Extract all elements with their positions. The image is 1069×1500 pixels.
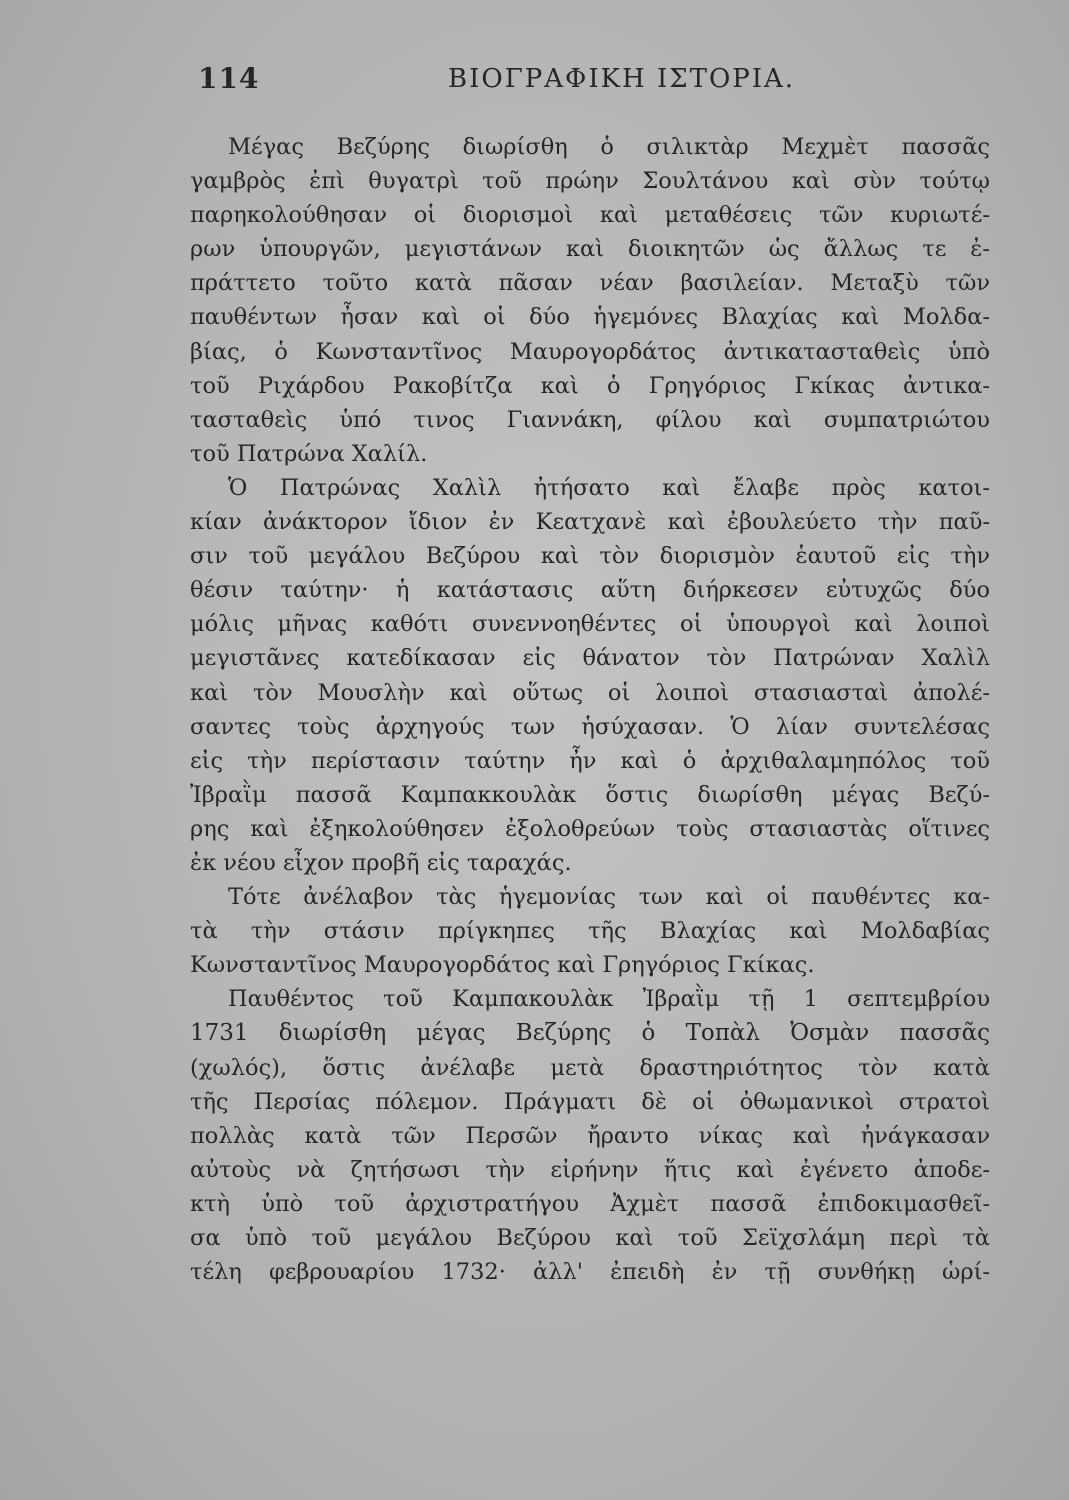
text-line: Ὁ Πατρώνας Χαλὶλ ἠτήσατο καὶ ἔλαβε πρὸς κατοι- — [228, 474, 990, 501]
running-title: ΒΙΟΓΡΑΦΙΚΗ ΙΣΤΟΡΙΑ. — [448, 64, 796, 94]
text-line: τοῦ Ριχάρδου Ρακοβίτζα καὶ ὁ Γρηγόριος Γκίκας ἀντικα- — [190, 372, 990, 399]
text-line: σαντες τοὺς ἀρχηγούς των ἡσύχασαν. Ὁ λίαν συντελέσας — [190, 713, 990, 740]
text-line: ἐκ νέου εἶχον προβῆ εἰς ταραχάς. — [190, 849, 572, 876]
body-text — [190, 130, 990, 1289]
text-line: κτὴ ὑπὸ τοῦ ἀρχιστρατήγου Ἀχμὲτ πασσᾶ ἐπιδοκιμασθεῖ- — [190, 1190, 990, 1217]
text-line: ρης καὶ ἐξηκολούθησεν ἐξολοθρεύων τοὺς στασιαστὰς οἵτινες — [190, 815, 990, 842]
text-line: Ἰβραῒμ πασσᾶ Καμπακκουλὰκ ὅστις διωρίσθη μέγας Βεζύ- — [190, 781, 990, 808]
text-line: πολλὰς κατὰ τῶν Περσῶν ἤραντο νίκας καὶ ἠνάγκασαν — [190, 1122, 990, 1149]
page-header — [0, 62, 1069, 102]
text-line: αὐτοὺς νὰ ζητήσωσι τὴν εἰρήνην ἥτις καὶ ἐγένετο ἀποδε- — [190, 1156, 990, 1183]
text-line: τέλη φεβρουαρίου 1732· ἀλλ' ἐπειδὴ ἐν τῇ συνθήκῃ ὡρί- — [190, 1259, 990, 1286]
text-line: παυθέντων ἦσαν καὶ οἱ δύο ἡγεμόνες Βλαχίας καὶ Μολδα- — [190, 304, 990, 331]
text-line: κίαν ἀνάκτορον ἴδιον ἐν Κεατχανὲ καὶ ἐβουλεύετο τὴν παῦ- — [190, 509, 990, 536]
text-line: τασταθεὶς ὑπό τινος Γιαννάκη, φίλου καὶ συμπατριώτου — [190, 406, 990, 433]
text-line: ρων ὑπουργῶν, μεγιστάνων καὶ διοικητῶν ὡς ἄλλως τε ἐ- — [190, 236, 990, 263]
text-line: καὶ τὸν Μουσλὴν καὶ οὕτως οἱ λοιποὶ στασιασταὶ ἀπολέ- — [190, 679, 990, 706]
text-line: γαμβρὸς ἐπὶ θυγατρὶ τοῦ πρώην Σουλτάνου καὶ σὺν τούτῳ — [190, 168, 990, 195]
text-line: παρηκολούθησαν οἱ διορισμοὶ καὶ μεταθέσεις τῶν κυριωτέ- — [190, 202, 990, 229]
text-line: Τότε ἀνέλαβον τὰς ἡγεμονίας των καὶ οἱ παυθέντες κα- — [228, 884, 990, 911]
text-line: θέσιν ταύτην· ἡ κατάστασις αὕτη διήρκεσεν εὐτυχῶς δύο — [190, 577, 990, 604]
text-line: τῆς Περσίας πόλεμον. Πράγματι δὲ οἱ ὀθωμανικοὶ στρατοὶ — [190, 1088, 990, 1115]
text-line: βίας, ὁ Κωνσταντῖνος Μαυρογορδάτος ἀντικατασταθεὶς ὑπὸ — [190, 338, 990, 365]
text-line: τὰ τὴν στάσιν πρίγκηπες τῆς Βλαχίας καὶ Μολδαβίας — [190, 918, 990, 945]
text-line: σιν τοῦ μεγάλου Βεζύρου καὶ τὸν διορισμὸν ἑαυτοῦ εἰς τὴν — [190, 543, 990, 570]
text-line: σα ὑπὸ τοῦ μεγάλου Βεζύρου καὶ τοῦ Σεϊχσλάμη περὶ τὰ — [190, 1225, 990, 1251]
text-line: (χωλός), ὅστις ἀνέλαβε μετὰ δραστηριότητος τὸν κατὰ — [190, 1054, 990, 1081]
text-line: μεγιστᾶνες κατεδίκασαν εἰς θάνατον τὸν Πατρώναν Χαλὶλ — [190, 645, 990, 672]
text-line: πράττετο τοῦτο κατὰ πᾶσαν νέαν βασιλείαν. Μεταξὺ τῶν — [190, 270, 990, 297]
text-line: εἰς τὴν περίστασιν ταύτην ἦν καὶ ὁ ἀρχιθαλαμηπόλος τοῦ — [190, 747, 990, 774]
text-line: 1731 διωρίσθη μέγας Βεζύρης ὁ Τοπὰλ Ὀσμὰν πασσᾶς — [190, 1020, 990, 1047]
text-line: μόλις μῆνας καθότι συνεννοηθέντες οἱ ὑπουργοὶ καὶ λοιποὶ — [190, 611, 990, 638]
page-number: 114 — [198, 62, 260, 95]
text-line: Μέγας Βεζύρης διωρίσθη ὁ σιλικτὰρ Μεχμὲτ πασσᾶς — [228, 134, 990, 160]
text-line: τοῦ Πατρώνα Χαλίλ. — [190, 440, 428, 467]
text-line: Παυθέντος τοῦ Καμπακουλὰκ Ἰβραῒμ τῇ 1 σεπτεμβρίου — [228, 986, 990, 1013]
text-line: Κωνσταντῖνος Μαυρογορδάτος καὶ Γρηγόριος Γκίκας. — [190, 952, 815, 979]
